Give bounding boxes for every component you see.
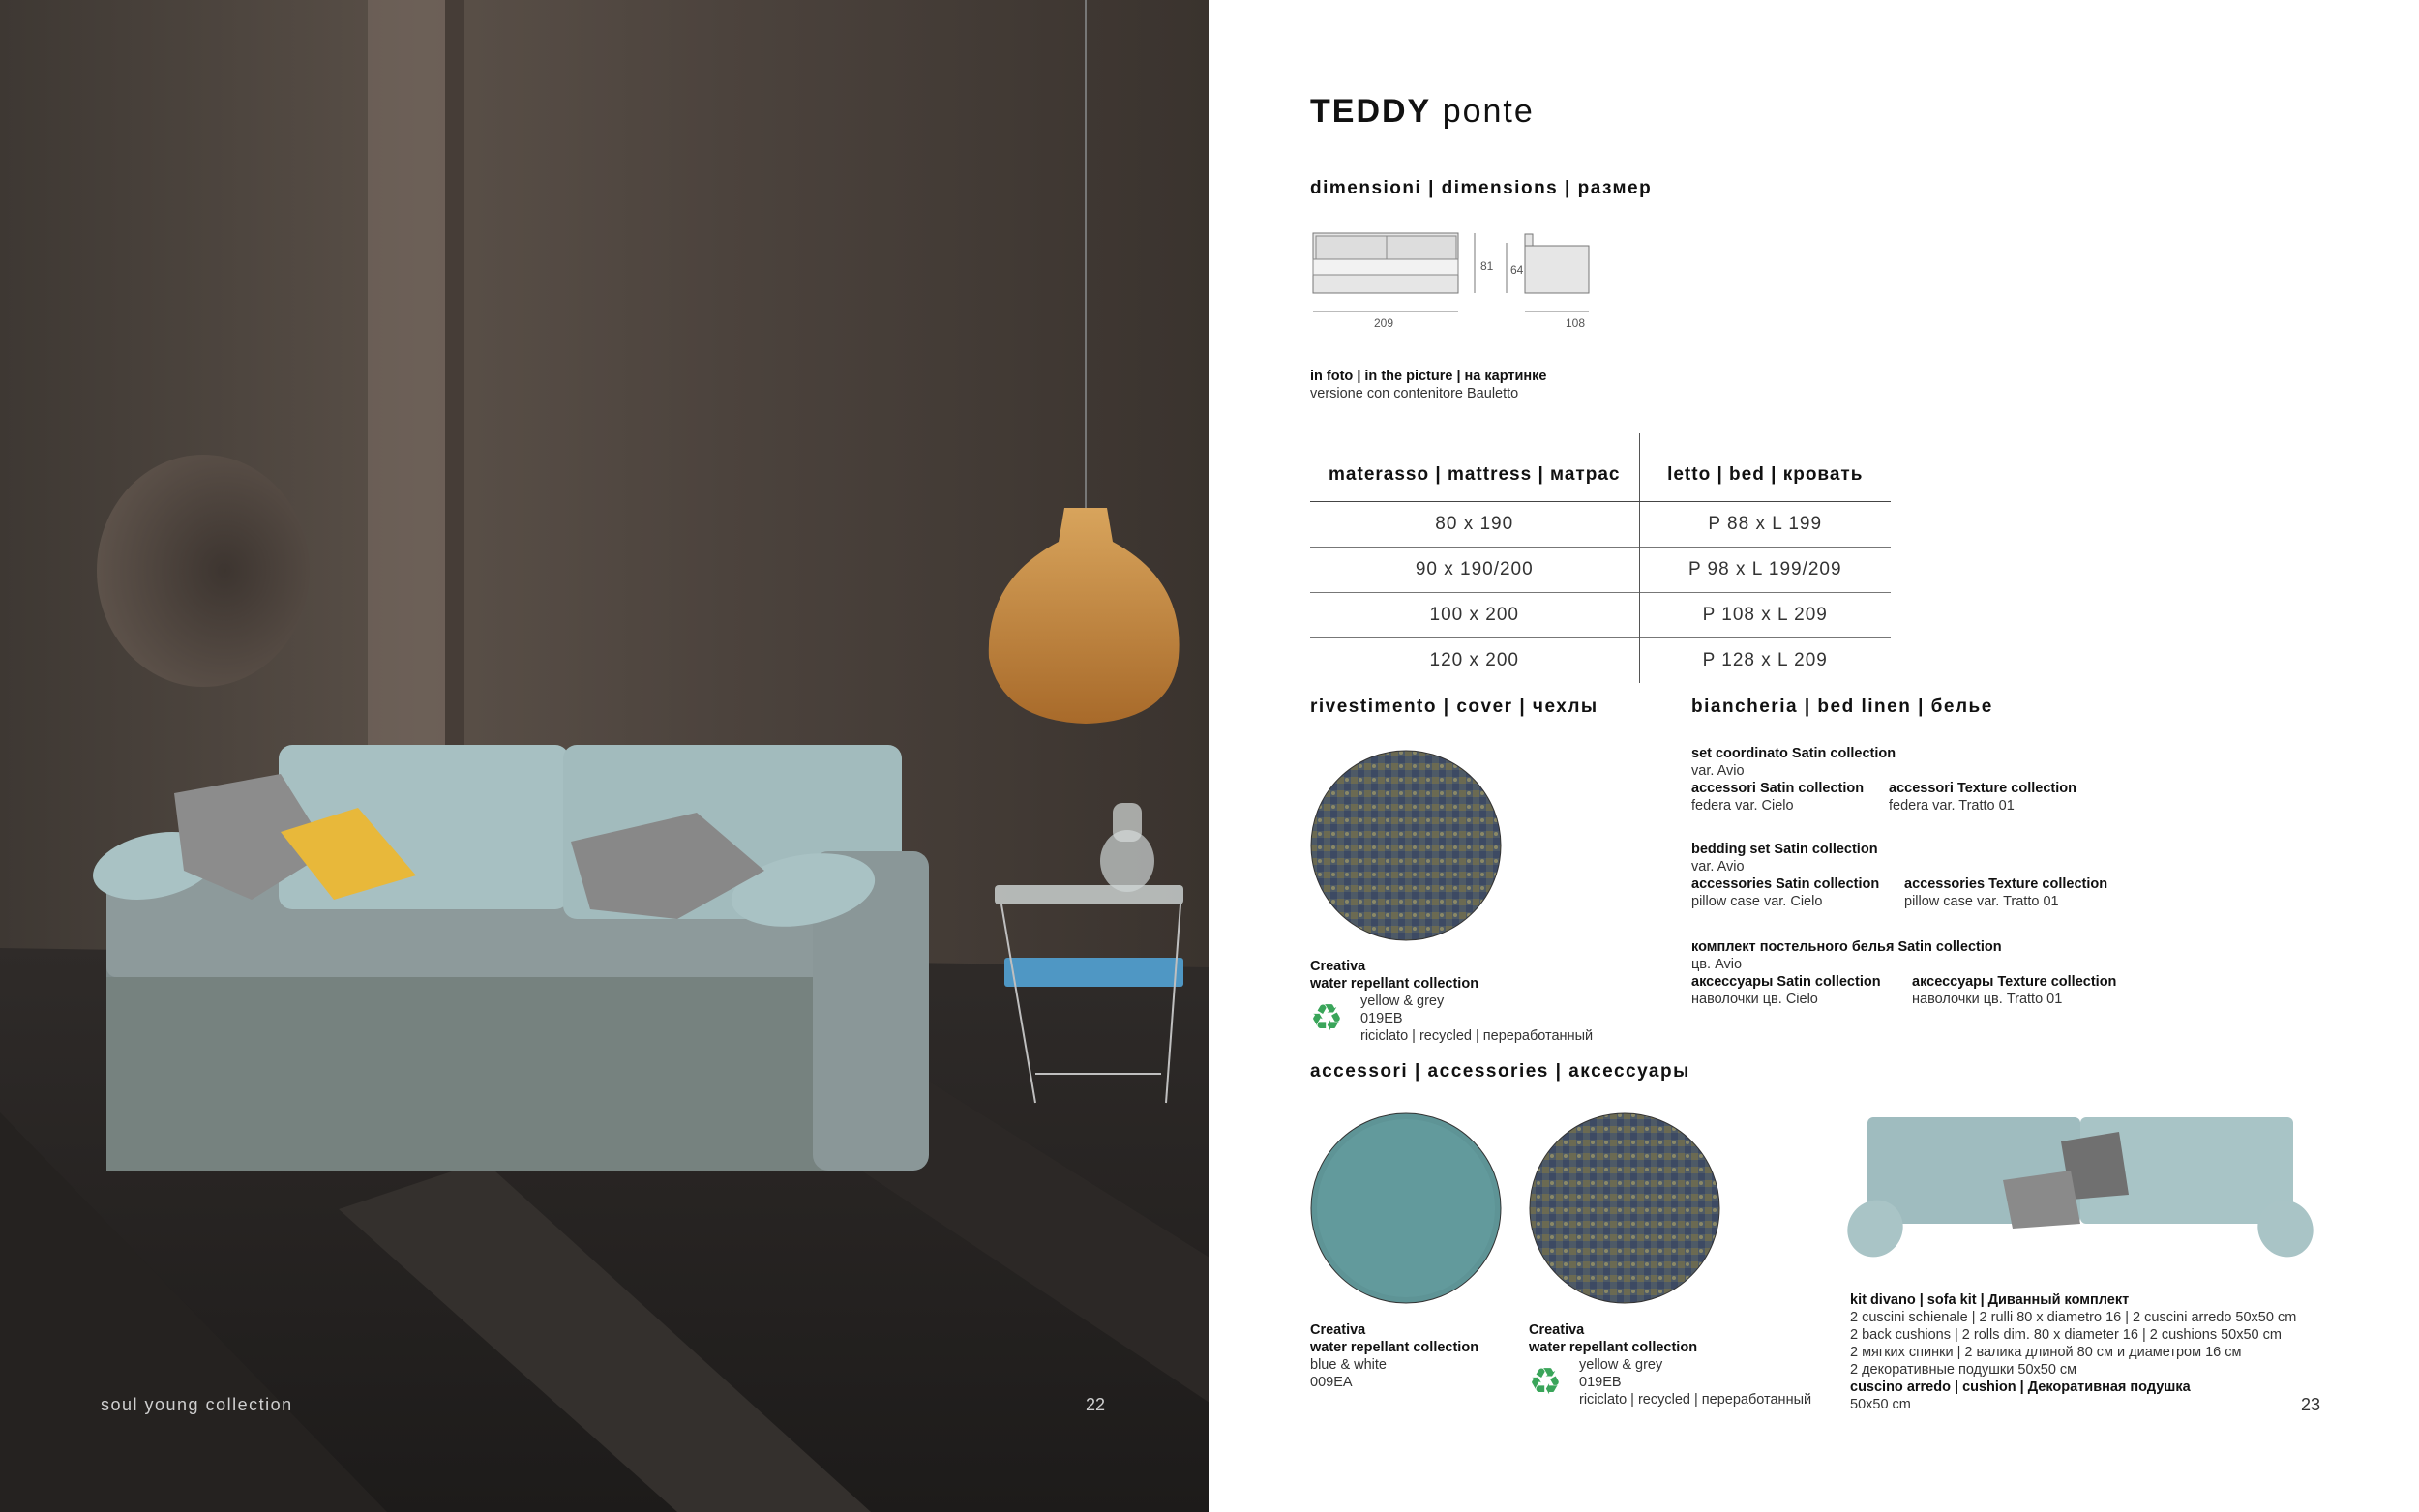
cover-swatch[interactable]: [1310, 750, 1502, 941]
product-title-bold: TEDDY: [1310, 93, 1432, 130]
linen-acc2-value: pillow case var. Tratto 01: [1904, 894, 2059, 909]
linen-acc1-title: accessories Satin collection: [1691, 876, 1880, 892]
accessory2-recycled: riciclato | recycled | переработанный: [1579, 1392, 1812, 1408]
accessory1-code: 009EA: [1310, 1375, 1353, 1390]
dimension-height-total: 81: [1480, 259, 1494, 273]
linen-group-ru-acc2: [1912, 973, 2116, 1008]
table-cell: P 98 x L 199/209: [1639, 547, 1891, 592]
accessories-heading: accessori | accessories | аксессуары: [1310, 1061, 1690, 1082]
linen-set-var: цв. Avio: [1691, 957, 1743, 972]
cover-details: [1360, 993, 1593, 1045]
cover-color: yellow & grey: [1360, 993, 1445, 1009]
accessory-swatch-yellow-grey[interactable]: [1529, 1112, 1720, 1304]
table-cell: 100 x 200: [1310, 592, 1639, 637]
linen-acc2-title: accessories Texture collection: [1904, 876, 2108, 892]
accessory1-collection: water repellant collection: [1310, 1340, 1479, 1355]
table-cell: 80 x 190: [1310, 501, 1639, 547]
table-row: [1310, 501, 1891, 547]
linen-acc1-value: наволочки цв. Cielo: [1691, 992, 1818, 1007]
sofa-kit-title: kit divano | sofa kit | Диванный комплект: [1850, 1292, 2130, 1308]
cushion-value: 50x50 cm: [1850, 1397, 1911, 1412]
linen-acc2-value: наволочки цв. Tratto 01: [1912, 992, 2063, 1007]
fabric-texture-yellow-grey: [1310, 750, 1502, 941]
dimension-width: 209: [1374, 316, 1394, 330]
table-row: [1310, 637, 1891, 683]
page-number-right: 23: [2301, 1395, 2321, 1414]
table-cell: P 88 x L 199: [1639, 501, 1891, 547]
table-header-bed: letto | bed | кровать: [1639, 433, 1891, 501]
in-picture-value: versione con contenitore Bauletto: [1310, 386, 1519, 401]
accessory2-details: [1579, 1356, 1811, 1408]
size-table: [1310, 433, 1891, 683]
accessory-swatch-blue-white[interactable]: [1310, 1112, 1502, 1304]
linen-set-var: var. Avio: [1691, 859, 1745, 875]
cover-recycled: riciclato | recycled | переработанный: [1360, 1028, 1594, 1044]
accessory1-info: [1310, 1321, 1478, 1391]
table-cell: P 128 x L 209: [1639, 637, 1891, 683]
linen-group-en-acc2: [1904, 875, 2107, 910]
recycle-icon: ♻: [1310, 998, 1344, 1039]
product-title: [1310, 93, 1535, 131]
linen-acc2-title: аксессуары Texture collection: [1912, 974, 2117, 990]
cover-code: 019EB: [1360, 1011, 1403, 1026]
accessory2-color: yellow & grey: [1579, 1357, 1663, 1373]
sofa-kit-info: [1850, 1291, 2296, 1413]
cover-collection: water repellant collection: [1310, 976, 1479, 992]
accessory1-color: blue & white: [1310, 1357, 1387, 1373]
collection-footer: soul young collection: [101, 1395, 293, 1414]
accessory2-collection: water repellant collection: [1529, 1340, 1698, 1355]
sofa-kit-line: 2 cuscini schienale | 2 rulli 80 x diametro 16 | 2 cuscini arredo 50x50 cm: [1850, 1310, 2297, 1325]
linen-set-var: var. Avio: [1691, 763, 1745, 779]
table-header-mattress: materasso | mattress | матрас: [1310, 433, 1639, 501]
linen-set-title: bedding set Satin collection: [1691, 842, 1878, 857]
sofa-kit-image: [1838, 1103, 2322, 1267]
accessory2-name: Creativa: [1529, 1322, 1585, 1338]
sofa-kit-line: 2 мягких спинки | 2 валика длиной 80 см и диаметром 16 см: [1850, 1345, 2242, 1360]
cover-heading: rivestimento | cover | чехлы: [1310, 697, 1598, 717]
linen-group-it-acc2: [1889, 780, 2076, 815]
cover-info: [1310, 958, 1478, 993]
table-cell: P 108 x L 209: [1639, 592, 1891, 637]
linen-acc2-value: federa var. Tratto 01: [1889, 798, 2015, 814]
linen-set-title: set coordinato Satin collection: [1691, 746, 1896, 761]
linen-acc2-title: accessori Texture collection: [1889, 781, 2076, 796]
dimension-height-seat: 64: [1510, 263, 1524, 277]
page-number-left: 22: [1086, 1395, 1106, 1414]
in-picture-block: [1310, 368, 1546, 402]
bed-linen-heading: biancheria | bed linen | белье: [1691, 697, 1993, 717]
table-cell: 90 x 190/200: [1310, 547, 1639, 592]
dimension-depth: 108: [1566, 316, 1586, 330]
product-title-light: ponte: [1442, 93, 1535, 130]
fabric-texture-yellow-grey: [1529, 1112, 1720, 1304]
dimensions-heading: dimensioni | dimensions | размер: [1310, 178, 1653, 198]
linen-acc1-title: accessori Satin collection: [1691, 781, 1865, 796]
accessory2-info: [1529, 1321, 1697, 1356]
accessory2-code: 019EB: [1579, 1375, 1622, 1390]
linen-acc1-title: аксессуары Satin collection: [1691, 974, 1881, 990]
in-picture-label: in foto | in the picture | на картинке: [1310, 369, 1547, 384]
table-cell: 120 x 200: [1310, 637, 1639, 683]
cover-name: Creativa: [1310, 959, 1366, 974]
sofa-kit-line: 2 back cushions | 2 rolls dim. 80 x diameter 16 | 2 cushions 50x50 cm: [1850, 1327, 2282, 1343]
table-row: [1310, 592, 1891, 637]
right-page-specs: [1210, 0, 2419, 1512]
sofa-kit-line: 2 декоративные подушки 50x50 см: [1850, 1362, 2077, 1378]
cushion-title: cuscino arredo | cushion | Декоративная подушка: [1850, 1379, 2191, 1395]
accessory1-name: Creativa: [1310, 1322, 1366, 1338]
table-row: [1310, 547, 1891, 592]
linen-group-it: [1691, 745, 1896, 815]
fabric-texture-blue-white: [1310, 1112, 1502, 1304]
recycle-icon: ♻: [1529, 1362, 1563, 1403]
linen-set-title: комплект постельного белья Satin collection: [1691, 939, 2002, 955]
linen-acc1-value: pillow case var. Cielo: [1691, 894, 1823, 909]
linen-group-en: [1691, 841, 1879, 910]
linen-acc1-value: federa var. Cielo: [1691, 798, 1794, 814]
